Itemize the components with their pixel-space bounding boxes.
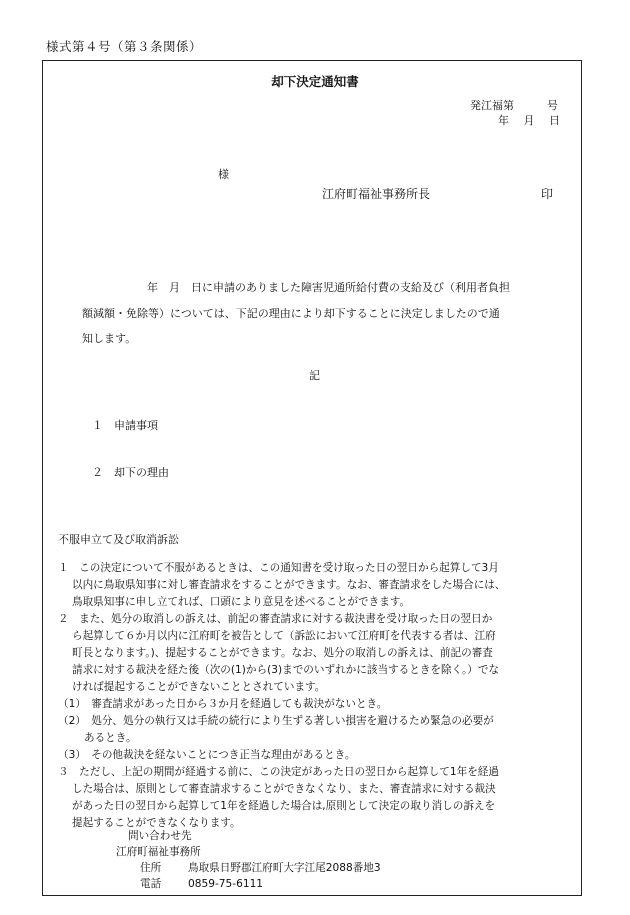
ki-heading: 記 [309, 369, 320, 382]
seal-mark: 印 [541, 187, 554, 201]
body-line: 年 月 日に申請のありました障害児通所給付費の支給及び（利用者負担 [147, 281, 510, 294]
notice-line: １ この決定について不服があるときは、この通知書を受け取った日の翌日から起算して3月 [58, 562, 499, 574]
item-reason: ２ 却下の理由 [92, 466, 169, 479]
notice-line: （2） 処分、処分の執行又は手続の続行により生ずる著しい損害を避けるため緊急の必要が [58, 715, 494, 727]
notice-line: 町長となります。)、提起することができます。なお、処分の取消しの訴えは、前記の審査 [72, 647, 493, 659]
notice-line: （1） 審査請求があった日から３か月を経過しても裁決がないとき。 [58, 698, 388, 710]
notice-line: （3） その他裁決を経ないことにつき正当な理由があるとき。 [58, 749, 356, 761]
notice-line: ければ提起することができないこととされています。 [72, 681, 326, 693]
appeal-heading: 不服申立て及び取消訴訟 [58, 533, 179, 546]
notice-line: した場合は、原則として審査請求することができなくなり、また、審査請求に対する裁決 [72, 783, 496, 795]
body-line: 知します。 [82, 332, 137, 345]
contact-label: 問い合わせ先 [128, 830, 192, 842]
document-date: 年 月 日 [498, 114, 560, 127]
contact-office: 江府町福祉事務所 [116, 846, 201, 858]
contact-address: 鳥取県日野郡江府町大字江尾2088番地3 [188, 862, 381, 874]
addressee-suffix: 様 [218, 168, 229, 181]
contact-phone: 0859-75-6111 [188, 878, 264, 890]
notice-line: があった日の翌日から起算して1年を経過した場合は,原則として決定の取り消しの訴えを [72, 800, 496, 812]
notice-line: ３ ただし、上記の期間が経過する前に、この決定があった日の翌日から起算して1年を経過 [58, 766, 499, 778]
document-title: 却下決定通知書 [271, 74, 359, 89]
sender-name: 江府町福祉事務所長 [322, 187, 431, 201]
notice-line: 請求に対する裁決を経た後（次の(1)から(3)までのいずれかに該当するときを除く。）でな [72, 664, 500, 676]
contact-phone-label: 電話 [140, 878, 162, 890]
notice-line: 鳥取県知事に申し立てれば、口頭により意見を述べることができます。 [72, 596, 411, 608]
item-application: １ 申請事項 [92, 419, 158, 432]
notice-line: 提起することができなくなります。 [72, 817, 241, 829]
notice-line: ２ また、処分の取消しの訴えは、前記の審査請求に対する裁決書を受け取った日の翌日か [58, 613, 493, 625]
notice-line: ら起算して６か月以内に江府町を被告として（訴訟において江府町を代表する者は、江府 [72, 630, 496, 642]
contact-address-label: 住所 [140, 862, 162, 874]
notice-line: あるとき。 [84, 732, 137, 744]
document-number: 発江福第 号 [470, 99, 558, 112]
body-line: 額減額・免除等）については、下記の理由により却下することに決定しましたので通 [82, 307, 500, 320]
form-number: 様式第４号（第３条関係） [46, 39, 203, 54]
notice-line: 以内に鳥取県知事に対し審査請求をすることができます。なお、審査請求をした場合には、 [72, 579, 506, 591]
